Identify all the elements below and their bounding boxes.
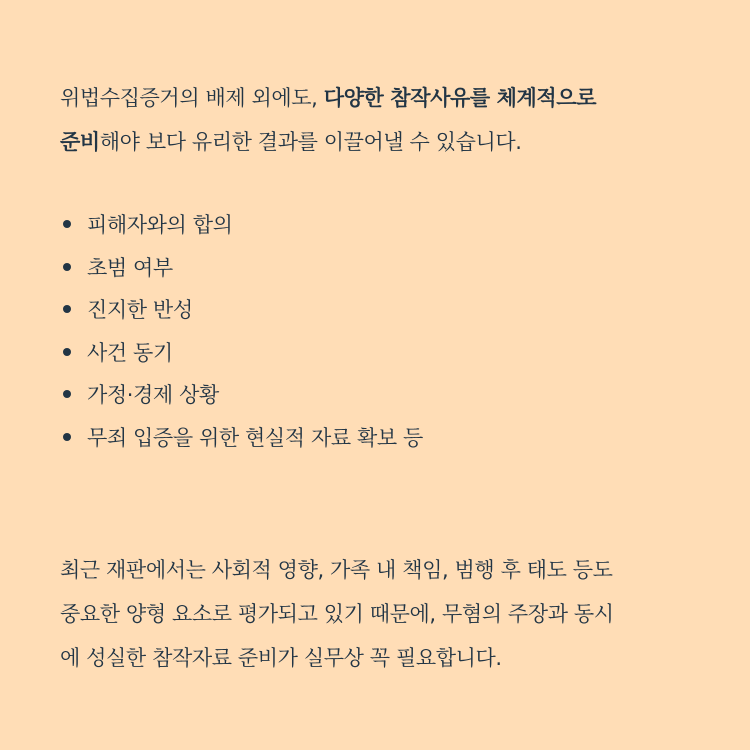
- intro-line-2: [60, 120, 700, 164]
- list-item-label: 무죄 입증을 위한 현실적 자료 확보 등: [87, 425, 423, 450]
- bullet-icon: [63, 348, 71, 356]
- list-item-label: 피해자와의 합의: [87, 213, 233, 237]
- list-item: [60, 374, 423, 417]
- intro-line-1: [60, 76, 700, 120]
- bullet-icon: [63, 390, 71, 398]
- list-item-label: 사건 동기: [87, 340, 173, 365]
- closing-line-3: 에 성실한 참작자료 준비가 실무상 꼭 필요합니다.: [60, 646, 502, 670]
- list-item: [60, 332, 423, 375]
- factor-list: [60, 204, 423, 460]
- bullet-icon: [63, 220, 71, 228]
- list-item: [60, 289, 423, 332]
- bullet-icon: [63, 263, 71, 271]
- list-item-label: 초범 여부: [87, 255, 173, 280]
- intro-text-regular: 위법수집증거의 배제 외에도,: [60, 86, 324, 110]
- closing-paragraph: [60, 548, 700, 680]
- list-item: [60, 417, 423, 460]
- list-item-label: 가정·경제 상황: [87, 383, 219, 408]
- list-item: [60, 204, 423, 247]
- closing-line-1: 최근 재판에서는 사회적 영향, 가족 내 책임, 범행 후 태도 등도: [60, 558, 613, 582]
- list-item-label: 진지한 반성: [87, 298, 193, 323]
- bullet-icon: [63, 305, 71, 313]
- intro-text-regular: 해야 보다 유리한 결과를 이끌어낼 수 있습니다.: [99, 130, 522, 154]
- intro-paragraph: [60, 76, 700, 164]
- closing-line-2: 중요한 양형 요소로 평가되고 있기 때문에, 무혐의 주장과 동시: [60, 602, 614, 626]
- intro-text-bold: 준비: [60, 130, 100, 154]
- list-item: [60, 247, 423, 290]
- bullet-icon: [63, 433, 71, 441]
- intro-text-bold: 다양한 참작사유를 체계적으로: [323, 86, 597, 110]
